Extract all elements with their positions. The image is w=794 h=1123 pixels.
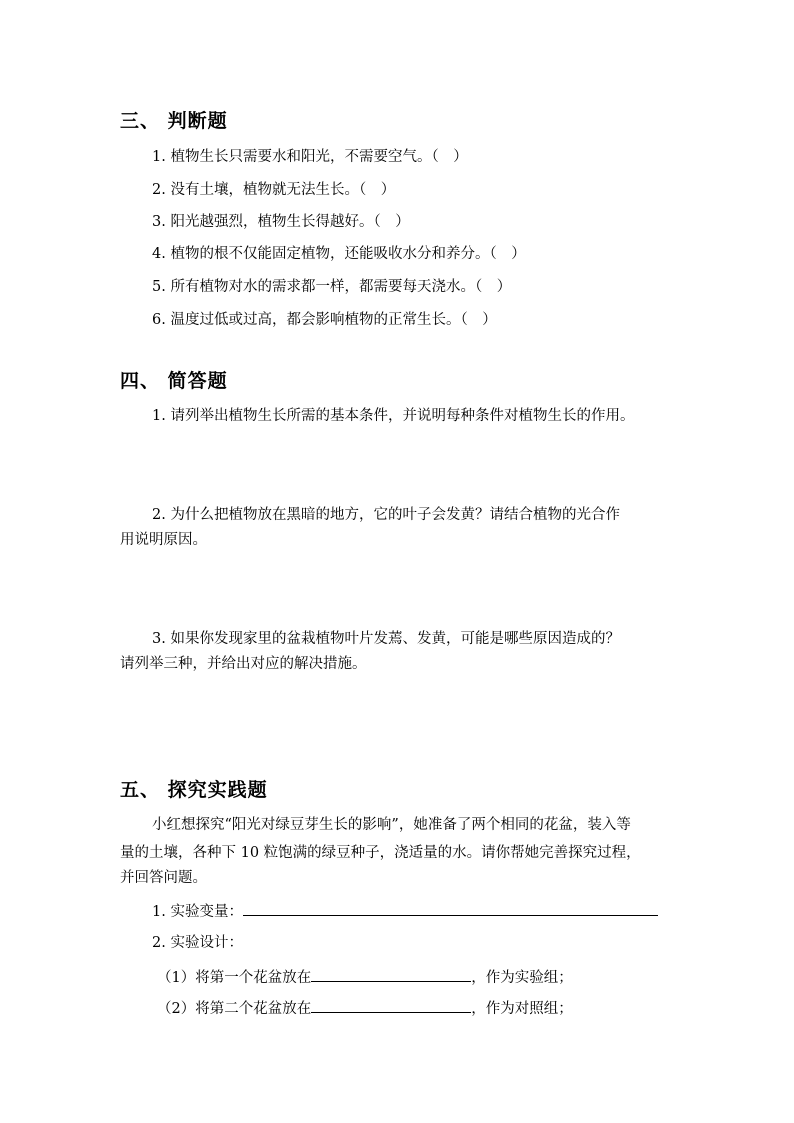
judgment-item-3: 3. 阳光越强烈，植物生长得越好。（ ） <box>152 214 410 230</box>
experiment-design-label: 2. 实验设计： <box>152 935 243 951</box>
design-step-1-prefix: （1）将第一个花盆放在 <box>157 970 312 986</box>
inquiry-intro-line2: 量的土壤，各种下 10 粒饱满的绿豆种子，浇适量的水。请你帮她完善探究过程， <box>120 845 641 861</box>
design-step-2 <box>157 998 573 1019</box>
short-answer-q2-line1: 2. 为什么把植物放在黑暗的地方，它的叶子会发黄？请结合植物的光合作 <box>152 507 620 523</box>
section-3-title: 三、 判断题 <box>120 110 228 132</box>
design-step-1-blank[interactable] <box>311 967 471 982</box>
short-answer-q3-line2: 请列举三种，并给出对应的解决措施。 <box>120 656 367 672</box>
judgment-item-4: 4. 植物的根不仅能固定植物，还能吸收水分和养分。（ ） <box>152 246 526 262</box>
judgment-item-5: 5. 所有植物对水的需求都一样，都需要每天浇水。（ ） <box>152 279 512 295</box>
section-5-title: 五、 探究实践题 <box>120 779 268 801</box>
experiment-variable-blank[interactable] <box>243 901 658 916</box>
design-step-1 <box>157 967 573 988</box>
section-4-title: 四、 简答题 <box>120 370 228 392</box>
design-step-2-prefix: （2）将第二个花盆放在 <box>157 1001 312 1017</box>
design-step-2-blank[interactable] <box>311 998 471 1013</box>
judgment-item-1: 1. 植物生长只需要水和阳光，不需要空气。（ ） <box>152 149 468 165</box>
experiment-variable-row <box>152 901 658 922</box>
short-answer-q3-line1: 3. 如果你发现家里的盆栽植物叶片发蔫、发黄，可能是哪些原因造成的？ <box>152 631 620 647</box>
judgment-item-2: 2. 没有土壤，植物就无法生长。（ ） <box>152 182 396 198</box>
inquiry-intro-line1: 小红想探究“阳光对绿豆芽生长的影响”，她准备了两个相同的花盆，装入等 <box>152 817 631 833</box>
design-step-2-suffix: ，作为对照组； <box>471 1001 573 1017</box>
judgment-item-6: 6. 温度过低或过高，都会影响植物的正常生长。（ ） <box>152 312 497 328</box>
inquiry-intro-line3: 并回答问题。 <box>120 870 207 886</box>
short-answer-q2-line2: 用说明原因。 <box>120 532 207 548</box>
short-answer-q1: 1. 请列举出植物生长所需的基本条件，并说明每种条件对植物生长的作用。 <box>152 408 635 424</box>
experiment-variable-label: 1. 实验变量： <box>152 904 243 920</box>
design-step-1-suffix: ，作为实验组； <box>471 970 573 986</box>
